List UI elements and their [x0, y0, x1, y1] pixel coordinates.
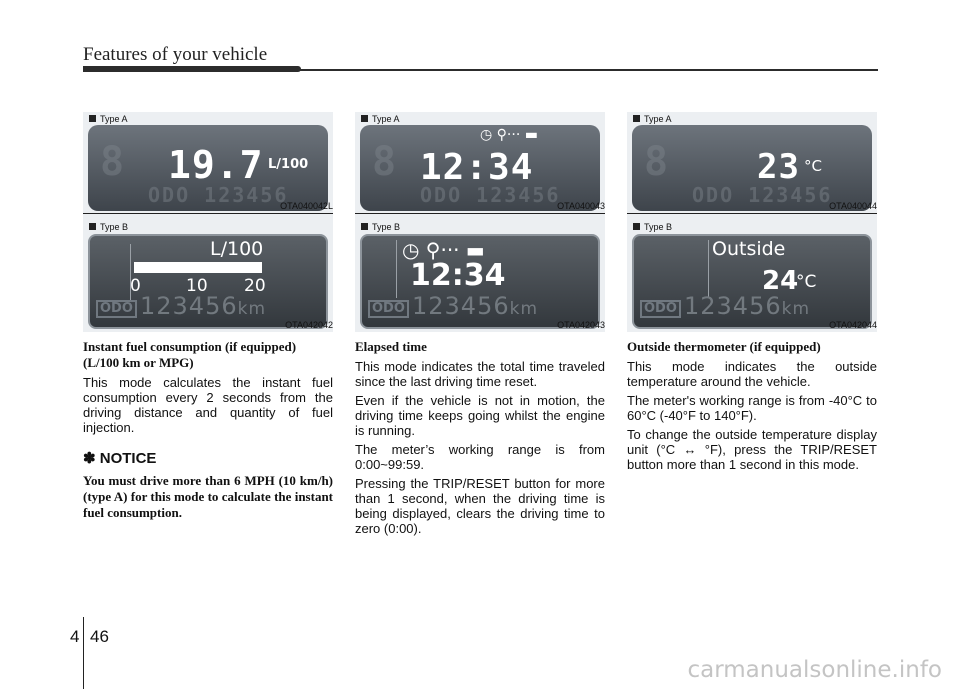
lcd-display-type-a: 8 ◷ ⚲··· ▬ 12:34 ODO 123456 [360, 125, 600, 211]
paragraph: The meter's working range is from -40°C to 60°C (-40°F to 140°F). [627, 393, 877, 423]
paragraph: Even if the vehicle is not in motion, the driving time keeps going whilst the engine is running. [355, 393, 605, 438]
figure-code: OTA042044 [829, 320, 877, 330]
odo-label: ODO [640, 300, 681, 318]
clock-car-icon: ◷ ⚲··· ▬ [480, 127, 538, 143]
temperature-value: 23 [757, 147, 800, 187]
scale-tick-10: 10 [186, 276, 208, 296]
chapter-number: 4 [70, 627, 80, 646]
type-a-label: Type A [89, 114, 128, 124]
odo-value: 123456km [684, 292, 811, 320]
paragraph: This mode indicates the total time traveled since the last driving time reset. [355, 359, 605, 389]
notice-text: You must drive more than 6 MPH (10 km/h) (type A) for this mode to calculate the instant fuel consumption. [83, 473, 333, 520]
temperature-value: 24 [762, 266, 799, 296]
figure-code: OTA042043 [557, 320, 605, 330]
figure-outside-thermometer [627, 112, 877, 332]
page-number: 46 [90, 627, 109, 646]
paragraph: This mode calculates the instant fuel consumption every 2 seconds from the driving distance and quantity of fuel injection. [83, 375, 333, 435]
type-b-label: Type B [89, 222, 128, 232]
fuel-bar-fill [135, 263, 261, 272]
section-heading: Elapsed time [355, 339, 427, 354]
notice-title: ✽ NOTICE [83, 450, 157, 467]
paragraph: To change the outside temperature display unit (°C ↔ °F), press the TRIP/RESET button more than 1 second in this mode. [627, 427, 877, 472]
odo-value: 123456km [412, 292, 539, 320]
type-a-label: Type A [633, 114, 672, 124]
temperature-unit: °C [796, 272, 817, 292]
watermark: carmanualsonline.info [687, 657, 942, 683]
lcd-display-type-a: 8 23 °C ODO 123456 [632, 125, 872, 211]
figure-code: OTA042042 [285, 320, 333, 330]
outside-label: Outside [712, 238, 786, 260]
figure-code: OTA040043 [557, 201, 605, 211]
type-a-label: Type A [361, 114, 400, 124]
type-b-label: Type B [633, 222, 672, 232]
temperature-unit: °C [804, 157, 822, 175]
time-value: 12:34 [410, 258, 506, 293]
column-elapsed-time [355, 112, 605, 536]
lcd-display-type-b [360, 234, 600, 329]
page-header-title: Features of your vehicle [83, 44, 268, 65]
footer-divider [83, 617, 84, 689]
lcd-display-type-b [632, 234, 872, 329]
clock-car-icon: ◷ ⚲··· ▬ [402, 238, 485, 262]
section-heading: Instant fuel consumption (if equipped) (L/100 km or MPG) [83, 339, 297, 370]
lcd-display-type-a: 8 19.7 L/100 ODO 123456 [88, 125, 328, 211]
paragraph: Pressing the TRIP/RESET button for more than 1 second, when the driving time is being displayed, clears the driving time to zero (0:00). [355, 476, 605, 536]
column-instant-fuel [83, 112, 333, 521]
time-value: 12:34 [420, 147, 534, 188]
fuel-value: 19.7 [168, 143, 264, 187]
odo-label: ODO [96, 300, 137, 318]
figure-elapsed-time [355, 112, 605, 332]
fuel-unit: L/100 [268, 157, 309, 172]
figure-code: OTA040042L [280, 201, 333, 211]
section-heading: Outside thermometer (if equipped) [627, 339, 821, 354]
odo-value: 123456km [140, 292, 267, 320]
odo-label: ODO [368, 300, 409, 318]
lcd-display-type-b [88, 234, 328, 329]
column-outside-thermometer [627, 112, 877, 472]
fuel-unit: L/100 [210, 238, 264, 260]
scale-tick-0: 0 [130, 276, 141, 296]
paragraph: The meter’s working range is from 0:00~99:59. [355, 442, 605, 472]
scale-tick-20: 20 [244, 276, 266, 296]
paragraph: This mode indicates the outside temperature around the vehicle. [627, 359, 877, 389]
type-b-label: Type B [361, 222, 400, 232]
figure-code: OTA040044 [829, 201, 877, 211]
figure-instant-fuel [83, 112, 333, 332]
header-rule [83, 66, 878, 72]
